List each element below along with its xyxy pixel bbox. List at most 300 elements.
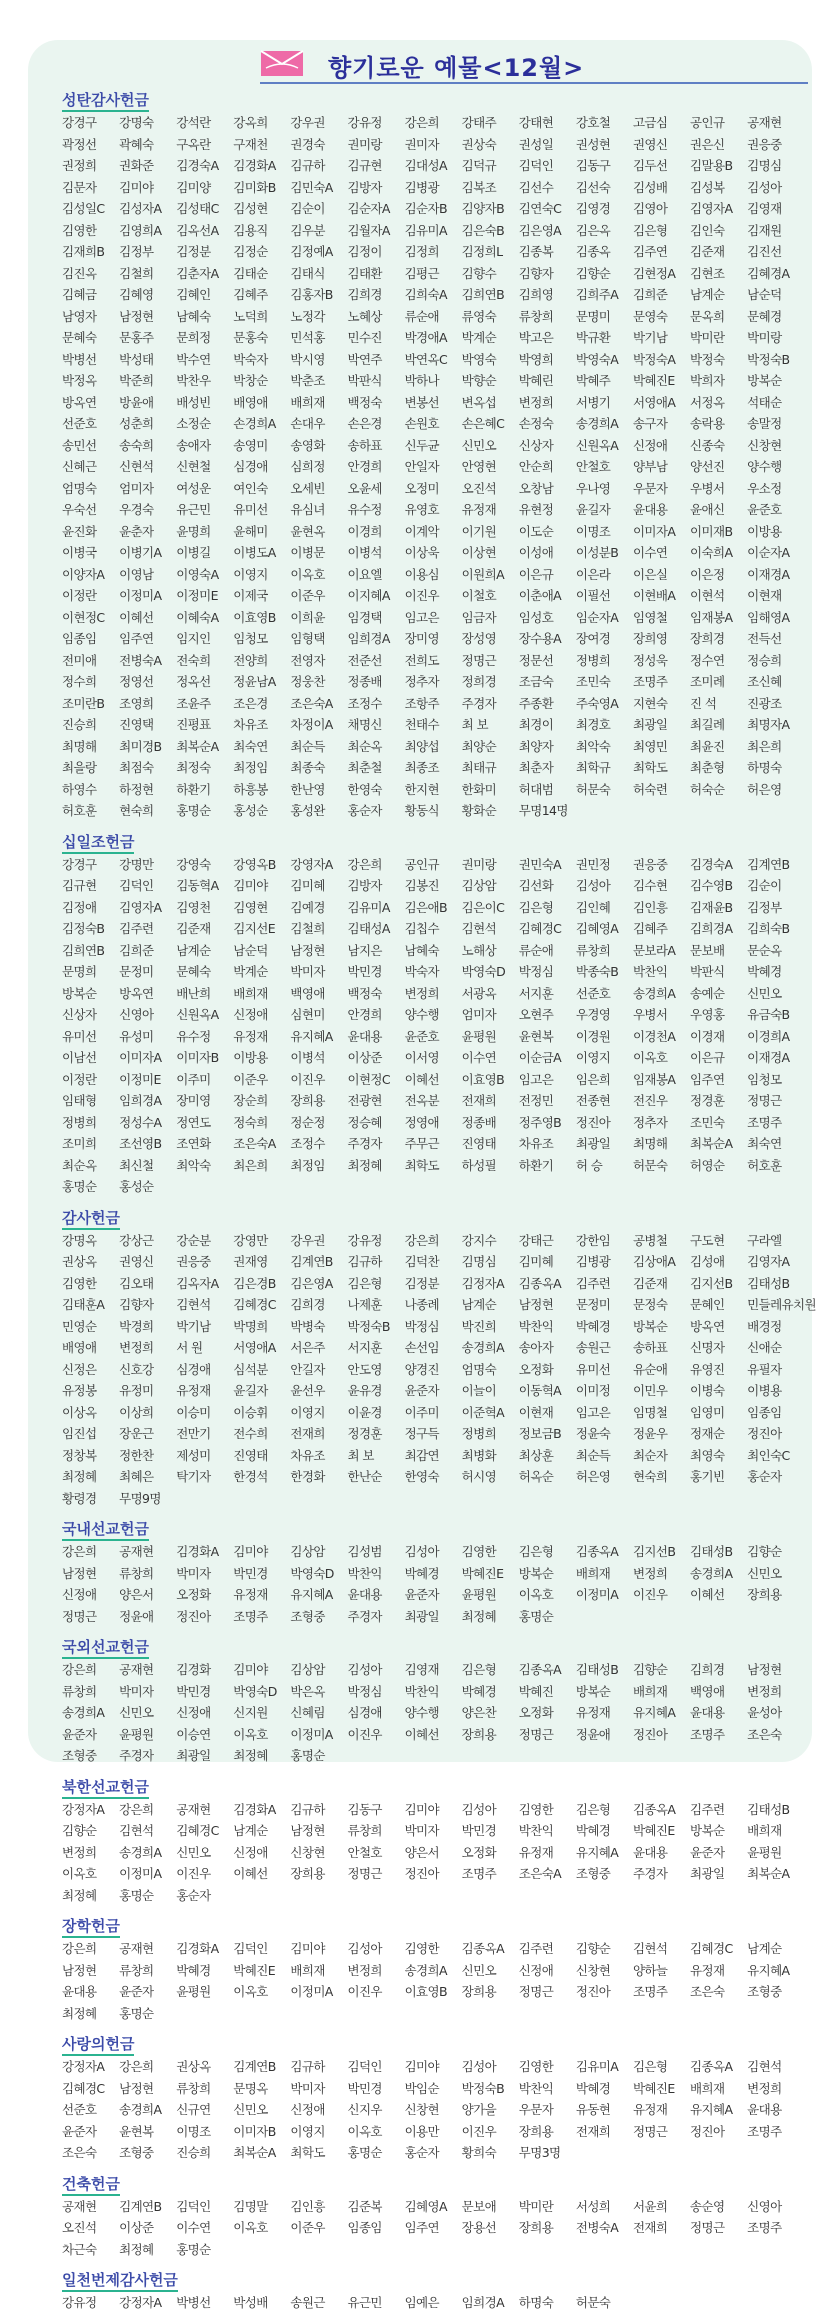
donor-name: 최정혜	[62, 1887, 97, 1903]
donor-name: 김희경	[690, 1662, 725, 1677]
donor-name: 김상암	[290, 1544, 325, 1559]
donor-name: 박혜진E	[461, 1565, 504, 1581]
donor-name: 김평근	[404, 265, 439, 281]
donor-name: 하정현	[119, 781, 154, 797]
donor-name: 양은서	[404, 1844, 439, 1860]
donor-name: 강은희	[347, 856, 382, 872]
donor-name: 유수정	[347, 502, 382, 517]
donor-name: 안도영	[347, 1361, 382, 1377]
donor-name: 윤길자	[575, 502, 611, 517]
donor-name: 조정수	[347, 695, 382, 711]
donor-name: 임주연	[690, 1071, 725, 1087]
donor-name: 이영지	[290, 1404, 325, 1420]
donor-name: 남계순	[690, 287, 725, 302]
donor-name: 이철호	[461, 588, 497, 603]
donor-name: 임금자	[461, 609, 497, 625]
donor-name: 남혜숙	[176, 308, 211, 324]
donor-name: 전옥분	[404, 1093, 439, 1108]
donor-name: 김혜경C	[690, 1941, 733, 1956]
donor-name: 진승희	[62, 717, 97, 732]
donor-name: 신정애	[290, 2102, 325, 2117]
donor-name: 최숙연	[233, 738, 268, 754]
donor-name: 박찬익	[518, 1318, 554, 1334]
donor-name: 장희용	[461, 1984, 497, 1999]
donor-name: 유지혜A	[632, 1705, 676, 1720]
donor-name: 정성수A	[119, 1114, 162, 1130]
donor-name: 조명주	[632, 674, 668, 689]
donor-name: 허은영	[747, 781, 782, 797]
donor-name: 박영숙A	[575, 351, 619, 367]
donor-name: 임주연	[119, 631, 154, 646]
donor-name: 우영홍	[690, 1007, 725, 1022]
donor-name: 김연숙C	[518, 201, 562, 216]
donor-name: 하명숙	[747, 760, 782, 775]
donor-name: 윤대용	[62, 1984, 97, 1999]
donor-name: 정주영B	[518, 1114, 562, 1130]
donor-name: 박정심	[347, 1683, 382, 1699]
donor-name: 김유미A	[575, 2059, 619, 2074]
donor-name: 송경희A	[632, 985, 676, 1001]
donor-name: 정윤남A	[233, 674, 276, 689]
donor-name: 권영신	[632, 136, 668, 152]
donor-name: 우나영	[575, 480, 611, 496]
donor-name: 김미야	[233, 1662, 268, 1677]
donor-name: 최정숙	[176, 760, 211, 775]
donor-name: 김희준	[119, 942, 154, 958]
donor-name: 류영숙	[461, 308, 497, 324]
donor-name: 배경정	[747, 1318, 782, 1334]
donor-name: 문혜인	[690, 1297, 725, 1312]
donor-name: 박영숙D	[461, 964, 506, 979]
donor-name: 강명숙	[119, 115, 154, 130]
donor-name: 김혜경A	[747, 265, 790, 281]
donor-name: 강은희	[62, 1544, 97, 1559]
donor-name: 오세빈	[290, 480, 325, 496]
donor-name: 김인숙	[690, 222, 725, 238]
donor-name: 최복순A	[690, 1136, 733, 1151]
donor-name: 강은희	[404, 1232, 439, 1248]
donor-name: 조은경	[233, 695, 268, 711]
donor-name: 유지혜A	[575, 1844, 619, 1860]
donor-name: 이정미E	[119, 1071, 161, 1087]
donor-name: 송아자	[518, 1340, 554, 1355]
donor-name: 박정심	[404, 1318, 439, 1334]
donor-name: 신정애	[233, 1007, 268, 1022]
donor-name: 임예은	[404, 2295, 439, 2310]
donor-name: 이혜선	[404, 1071, 439, 1087]
donor-name: 임진섭	[62, 1426, 97, 1441]
donor-name: 배희재	[290, 1962, 325, 1978]
donor-name: 김칩수	[404, 921, 439, 936]
donor-name: 이미자B	[176, 1050, 219, 1065]
donor-name: 방복순	[518, 1565, 554, 1581]
donor-name: 김춘자A	[176, 265, 219, 281]
donor-name: 이현배A	[632, 588, 676, 603]
donor-name: 신정애	[62, 1587, 97, 1602]
donor-name: 김영경	[575, 201, 611, 216]
donor-name: 이상옥	[62, 1404, 97, 1420]
donor-name: 김희영	[518, 287, 554, 302]
donor-name: 홍명순	[62, 1179, 97, 1194]
donor-name: 이상현	[461, 545, 497, 560]
donor-name: 유영호	[404, 502, 439, 517]
donor-name: 김두선	[632, 158, 668, 173]
donor-name: 김혜경C	[62, 2080, 105, 2096]
donor-name: 정재순	[690, 1426, 725, 1441]
donor-name: 손경희A	[233, 416, 276, 431]
donor-name: 홍순자	[347, 803, 382, 818]
donor-name: 이효영B	[233, 609, 276, 625]
donor-name: 오정화	[518, 1361, 554, 1377]
donor-name: 권정희	[62, 158, 97, 173]
donor-name: 홍명순	[290, 1748, 325, 1763]
donor-name: 이재경A	[747, 1050, 790, 1065]
donor-name: 김현석	[119, 1823, 154, 1838]
donor-name: 오현주	[518, 1007, 554, 1022]
donor-name: 김종옥	[575, 244, 611, 259]
name-list	[62, 1541, 814, 1627]
donor-name: 임종임	[747, 1404, 782, 1420]
donor-name: 강석란	[176, 115, 211, 130]
donor-name: 김은형	[347, 1275, 382, 1291]
donor-name: 신현석	[119, 459, 154, 474]
donor-name: 조형중	[575, 1866, 611, 1881]
donor-name: 서영애A	[233, 1340, 276, 1355]
donor-name: 정진아	[632, 1726, 668, 1742]
donor-name: 임재봉A	[690, 609, 733, 625]
donor-name: 최윤진	[690, 738, 725, 754]
donor-name: 정명근	[461, 652, 497, 668]
donor-name: 배영애	[62, 1340, 97, 1355]
donor-name: 이수연	[632, 545, 668, 560]
donor-name: 박성태	[119, 351, 154, 367]
donor-name: 김철희	[119, 265, 154, 281]
donor-name: 조명주	[747, 2220, 782, 2235]
donor-name: 오정화	[176, 1587, 211, 1602]
donor-name: 우문자	[632, 480, 668, 496]
donor-name: 조미례	[690, 674, 725, 689]
donor-name: 진광조	[747, 695, 782, 711]
section-title: 국내선교헌금	[62, 1519, 149, 1541]
donor-name: 김영한	[404, 1941, 439, 1956]
donor-name: 김영희A	[119, 222, 162, 238]
donor-name: 최을랑	[62, 760, 97, 775]
donor-name: 전진우	[632, 1093, 668, 1108]
donor-name: 신원옥A	[176, 1007, 219, 1022]
donor-name: 신정애	[233, 1844, 268, 1860]
donor-name: 최순옥	[62, 1157, 97, 1173]
donor-name: 박혜진E	[632, 373, 675, 388]
donor-name: 강은희	[404, 115, 439, 130]
donor-name: 배영애	[233, 394, 268, 410]
donor-name: 박병선	[176, 2295, 211, 2310]
donor-name: 조민숙	[690, 1114, 725, 1130]
donor-name: 최경이	[518, 717, 554, 732]
donor-name: 김옥자A	[176, 1275, 219, 1291]
donor-name: 김병광	[575, 1254, 611, 1269]
donor-name: 김재윤B	[690, 899, 733, 915]
donor-name: 김덕인	[233, 1941, 268, 1956]
donor-name: 주종환	[518, 695, 554, 711]
donor-name: 윤명희	[176, 523, 211, 539]
donor-name: 박판식	[690, 964, 725, 979]
donor-name: 김현석	[747, 2059, 782, 2074]
donor-name: 송구자	[632, 416, 668, 431]
donor-name: 김태훈A	[62, 1297, 105, 1312]
donor-name: 정명근	[518, 1984, 554, 1999]
donor-name: 남계순	[461, 1297, 497, 1312]
donor-name: 오정화	[518, 1705, 554, 1720]
donor-name: 송하표	[632, 1340, 668, 1355]
donor-name: 이요엘	[347, 566, 382, 582]
donor-name: 최명자A	[747, 717, 790, 732]
donor-name: 이진우	[347, 1984, 382, 1999]
donor-name: 박수연	[176, 351, 211, 367]
donor-name: 이현석	[690, 588, 725, 603]
donor-name: 김준재	[690, 244, 725, 259]
donor-name: 이미재B	[690, 523, 733, 539]
donor-name: 강영만	[233, 1232, 268, 1248]
donor-name: 박민경	[347, 964, 382, 979]
donor-name: 장성영	[461, 631, 497, 646]
donor-name: 김유미A	[404, 222, 447, 238]
donor-name: 강영숙	[176, 856, 211, 872]
donor-name: 이진우	[176, 1866, 211, 1881]
donor-name: 홍성순	[233, 803, 268, 818]
section-title: 국외선교헌금	[62, 1637, 149, 1659]
donor-name: 박미자	[176, 1565, 211, 1581]
donor-name: 신지우	[347, 2102, 382, 2117]
donor-name: 송락용	[690, 416, 725, 431]
donor-name: 최 보	[347, 1447, 374, 1463]
donor-name: 임영미	[690, 1404, 725, 1420]
donor-name: 한경화	[290, 1469, 325, 1484]
donor-name: 변정희	[347, 1962, 382, 1978]
donor-name: 조형중	[747, 1984, 782, 1999]
donor-name: 김희연B	[461, 287, 505, 302]
donor-name: 여인숙	[233, 480, 268, 496]
donor-name: 손원호	[404, 416, 439, 431]
donor-name: 박고은	[518, 330, 554, 345]
donor-name: 권상숙	[461, 136, 497, 152]
donor-name: 박숙자	[233, 351, 268, 367]
donor-name: 차정이A	[290, 717, 333, 732]
donor-name: 김혜경C	[233, 1297, 276, 1312]
donor-name: 김준재	[632, 1275, 668, 1291]
donor-name: 최정임	[290, 1157, 325, 1173]
donor-name: 심현미	[290, 1007, 325, 1022]
offering-section	[62, 828, 814, 1198]
donor-name: 김영재	[404, 1662, 439, 1677]
donor-name: 전재희	[290, 1426, 325, 1441]
donor-name: 김경화A	[233, 158, 276, 173]
donor-name: 공병철	[632, 1232, 668, 1248]
donor-name: 심경애	[233, 459, 268, 474]
donor-name: 임고은	[404, 609, 439, 625]
donor-name: 유지혜A	[290, 1587, 333, 1602]
donor-name: 김문자	[62, 179, 97, 195]
donor-name: 윤유경	[347, 1383, 382, 1398]
donor-name: 이진우	[632, 1587, 668, 1602]
donor-name: 이도순	[518, 523, 554, 539]
donor-name: 이옥호	[233, 1726, 268, 1742]
donor-name: 김은영A	[518, 222, 562, 238]
donor-name: 최광일	[690, 1866, 725, 1881]
donor-name: 이명조	[176, 2123, 211, 2139]
donor-name: 김태성B	[747, 1275, 790, 1291]
donor-name: 김혜영A	[575, 921, 619, 936]
donor-name: 고금심	[632, 115, 668, 130]
donor-name: 김혜인	[176, 287, 211, 302]
donor-name: 남순덕	[233, 942, 268, 958]
donor-name: 강지수	[461, 1232, 497, 1248]
donor-name: 신민오	[747, 985, 782, 1001]
donor-name: 김선화	[518, 878, 554, 893]
donor-name: 우경숙	[119, 502, 154, 517]
donor-name: 김종옥A	[690, 2059, 733, 2074]
donor-name: 무명3명	[518, 2145, 561, 2160]
donor-name: 조금숙	[518, 674, 554, 689]
donor-name: 서병기	[575, 394, 611, 410]
section-title: 성탄감사헌금	[62, 90, 149, 112]
donor-name: 허문숙	[632, 1157, 668, 1173]
donor-name: 정보금B	[518, 1426, 562, 1441]
donor-name: 박정숙	[690, 351, 725, 367]
donor-name: 최복순A	[747, 1866, 790, 1881]
donor-name: 공인규	[404, 856, 439, 872]
donor-name: 남지은	[347, 942, 382, 958]
donor-name: 방윤애	[119, 394, 154, 410]
donor-name: 이영지	[575, 1050, 611, 1065]
donor-name: 우병서	[632, 1007, 668, 1022]
donor-name: 정추자	[632, 1114, 668, 1130]
donor-name: 허은영	[575, 1469, 611, 1484]
donor-name: 박정숙B	[747, 351, 790, 367]
donor-name: 오윤세	[347, 480, 382, 496]
donor-name: 이미자B	[233, 2123, 276, 2139]
donor-name: 배희재	[575, 1565, 611, 1581]
donor-name: 강은희	[62, 1662, 97, 1677]
donor-name: 신민오	[176, 1844, 211, 1860]
name-list	[62, 854, 814, 1198]
donor-name: 방옥연	[119, 985, 154, 1001]
donor-name: 김성아	[347, 1941, 382, 1956]
donor-name: 정순정	[290, 1114, 325, 1130]
donor-name: 이병길	[176, 545, 211, 560]
donor-name: 김정자A	[461, 1275, 505, 1291]
donor-name: 배희재	[233, 985, 268, 1001]
donor-name: 신두균	[404, 437, 439, 453]
donor-name: 최정혜	[62, 2005, 97, 2021]
donor-name: 우소정	[747, 480, 782, 496]
donor-name: 이지혜A	[347, 588, 390, 603]
donor-name: 김영재	[747, 201, 782, 216]
donor-name: 김철희	[290, 921, 325, 936]
donor-name: 박미랑	[747, 330, 782, 345]
donor-name: 최복순A	[233, 2145, 276, 2160]
donor-name: 손은경	[347, 416, 382, 431]
donor-name: 정영애	[404, 1114, 439, 1130]
donor-name: 윤대용	[747, 2102, 782, 2117]
donor-name: 권응중	[632, 856, 668, 872]
donor-name: 김덕인	[176, 2198, 211, 2214]
donor-name: 정명근	[690, 2220, 725, 2235]
donor-name: 정웅찬	[290, 674, 325, 689]
donor-name: 이옥호	[62, 1866, 97, 1881]
donor-name: 정승희	[747, 652, 782, 668]
donor-name: 허 승	[575, 1157, 603, 1173]
donor-name: 이영숙A	[176, 566, 219, 582]
donor-name: 김성아	[461, 2059, 497, 2074]
donor-name: 홍명순	[119, 2005, 154, 2021]
donor-name: 이은규	[690, 1050, 725, 1065]
donor-name: 김종옥A	[632, 1801, 676, 1817]
donor-name: 김경화	[176, 1662, 211, 1677]
donor-name: 신혜근	[62, 459, 97, 474]
donor-name: 손정숙	[518, 416, 554, 431]
donor-name: 김은형	[575, 1801, 611, 1817]
donor-name: 전만기	[176, 1426, 211, 1441]
name-list	[62, 2196, 814, 2261]
donor-name: 백정숙	[347, 985, 382, 1001]
donor-name: 류순애	[518, 942, 554, 958]
donor-name: 김성애	[690, 1254, 725, 1269]
donor-name: 정경훈	[690, 1093, 725, 1108]
donor-name: 양수행	[404, 1007, 439, 1022]
donor-name: 안순희	[518, 459, 554, 474]
donor-name: 신혜림	[290, 1705, 325, 1720]
donor-name: 권성일	[518, 136, 554, 152]
donor-name: 윤준자	[404, 1383, 439, 1398]
donor-name: 정한찬	[119, 1447, 154, 1463]
donor-name: 유순애	[632, 1361, 668, 1377]
donor-name: 정병희	[62, 1114, 97, 1130]
donor-name: 유정재	[518, 1844, 554, 1860]
donor-name: 홍순자	[176, 1887, 211, 1903]
donor-name: 정종배	[461, 1114, 497, 1130]
donor-name: 이승연	[176, 1726, 211, 1742]
donor-name: 류창희	[119, 1962, 154, 1978]
donor-name: 박찬익	[404, 1683, 439, 1699]
donor-name: 남혜숙	[404, 942, 439, 958]
donor-name: 정명근	[62, 1608, 97, 1624]
donor-name: 김성자A	[119, 201, 162, 216]
donor-name: 조항주	[404, 695, 439, 711]
donor-name: 방복순	[632, 1318, 668, 1334]
donor-name: 임청모	[233, 631, 268, 646]
donor-name: 문명희	[62, 964, 97, 979]
donor-name: 석태순	[747, 394, 782, 410]
donor-name: 현숙희	[119, 803, 154, 818]
donor-name: 허호훈	[62, 803, 97, 818]
donor-name: 박임순	[404, 2080, 439, 2096]
donor-name: 최정혜	[233, 1748, 268, 1763]
donor-name: 최종숙	[290, 760, 325, 775]
donor-name: 윤대용	[347, 1028, 382, 1044]
donor-name: 배희재	[290, 394, 325, 410]
donor-name: 황화순	[461, 803, 497, 818]
donor-name: 송경희A	[575, 416, 619, 431]
donor-name: 이재경A	[747, 566, 790, 582]
donor-name: 박은옥	[290, 1683, 325, 1699]
donor-name: 조민숙	[575, 674, 611, 689]
donor-name: 최광일	[404, 1608, 439, 1624]
offering-section	[62, 1912, 814, 2024]
donor-name: 공재현	[747, 115, 782, 130]
donor-name: 송경희A	[404, 1962, 447, 1978]
donor-name: 김정숙B	[62, 921, 105, 936]
donor-name: 이주미	[404, 1404, 439, 1420]
